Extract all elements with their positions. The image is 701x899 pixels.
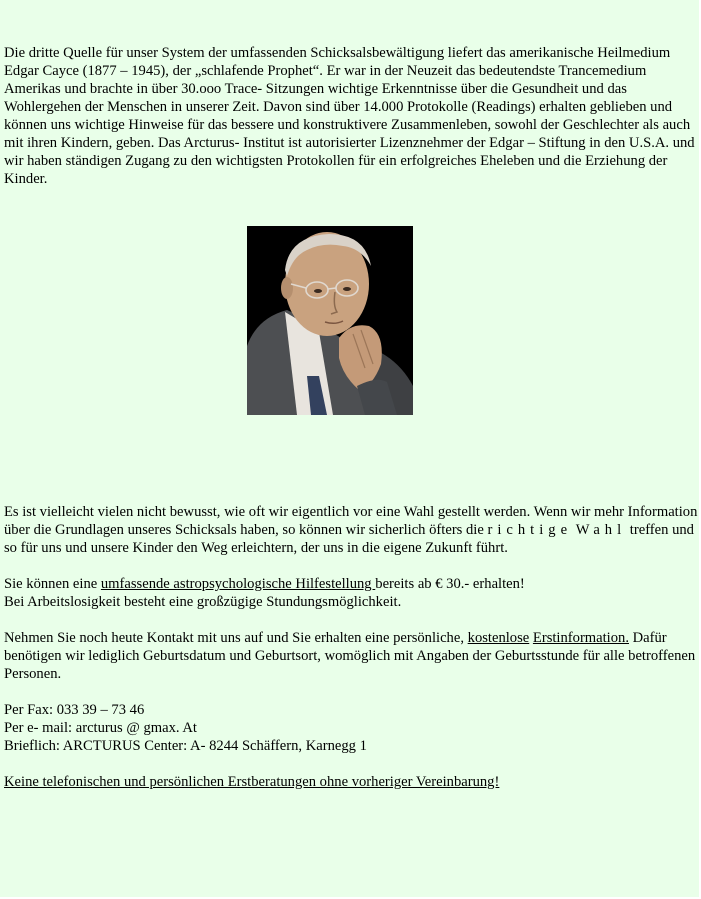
choice-word-richtige: richtige (487, 522, 573, 538)
lower-section (4, 503, 698, 791)
offer-paragraph (4, 575, 698, 611)
choice-paragraph (4, 503, 698, 557)
contact-details (4, 701, 698, 755)
contact-requirements: Dafür benötigen wir lediglich Geburtsdatum und Geburtsort, womöglich mit Angaben der Geburtsstunde für alle betroffenen Personen. (4, 630, 696, 682)
choice-text-before: Es ist vielleicht vielen nicht bewusst, wie oft wir eigentlich vor eine Wahl gestellt werden. Wenn wir mehr Information über die Grundlagen unseres Schicksals haben, so können wir sicherlich öfters die (4, 504, 698, 538)
offer-suffix: bereits ab € 30.- erhalten! (375, 576, 525, 592)
notice-text[interactable]: Keine telefonischen und persönlichen Erstberatungen ohne vorheriger Vereinbarung! (4, 774, 500, 790)
unemployment-note: Bei Arbeitslosigkeit besteht eine großzügige Stundungsmöglichkeit. (4, 594, 402, 610)
intro-paragraph: Die dritte Quelle für unser System der umfassenden Schicksalsbewältigung liefert das amerikanische Heilmedium Edgar Cayce (1877 – 1945), der „schlafende Prophet“. Er war in der Neuzeit das bedeutendste Trancemedium Amerikas und brachte in über 30.ooo Trace- Sitzungen wichtige Erkenntnisse über die Gesundheit und das Wohlergehen der Menschen in unserer Zeit. Davon sind über 14.000 Protokolle (Readings) erhalten geblieben und können uns wichtige Hinweise für das bessere und konstruktivere Zusammenleben, sowohl der Geschlechter als auch mit ihren Kindern, geben. Das Arcturus- Institut ist autorisierter Lizenznehmer der Edgar – Stiftung in den U.S.A. und wir haben ständigen Zugang zu den wichtigsten Protokollen für ein erfolgreiches Eheleben und die Erziehung der Kinder. (4, 45, 695, 187)
offer-prefix: Sie können eine (4, 576, 101, 592)
choice-text-after: treffen und so für uns und unsere Kinder den Weg erleichtern, der uns in die eigene Zukunft führt. (4, 522, 694, 556)
email-line: Per e- mail: arcturus @ gmax. At (4, 720, 197, 736)
free-link[interactable]: kostenlose (467, 630, 530, 646)
portrait-photo-icon (247, 226, 413, 415)
postal-line: Brieflich: ARCTURUS Center: A- 8244 Schäffern, Karnegg 1 (4, 738, 367, 754)
portrait-image (247, 226, 413, 415)
contact-text-before: Nehmen Sie noch heute Kontakt mit uns auf und Sie erhalten eine persönliche, (4, 630, 468, 646)
contact-paragraph (4, 629, 698, 683)
fax-line: Per Fax: 033 39 – 73 46 (4, 702, 145, 718)
choice-word-wahl: Wahl (575, 522, 627, 538)
notice-line (4, 773, 698, 791)
intro-section (4, 44, 698, 188)
offer-link[interactable]: umfassende astropsychologische Hilfestellung (100, 576, 376, 592)
first-info-link[interactable]: Erstinformation. (532, 630, 629, 646)
